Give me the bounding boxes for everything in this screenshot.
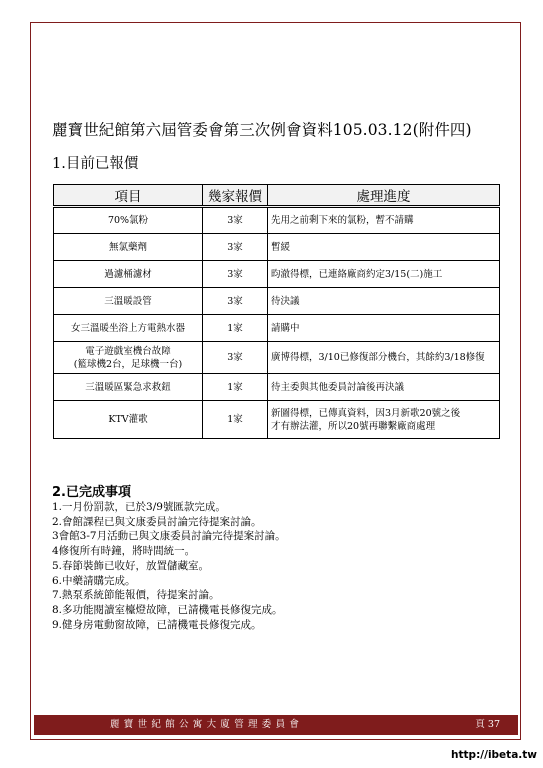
section-heading-completed: 2.已完成事項 — [52, 485, 131, 500]
page-number: 頁 37 — [475, 719, 500, 730]
cell-progress — [268, 342, 500, 374]
cell-progress — [268, 315, 500, 342]
cell-item-line: 電子遊戲室機台故障 — [85, 345, 171, 357]
list-item: 3會館3-7月活動已與文康委員討論完待提案討論。 — [52, 530, 286, 543]
table-header-row — [54, 185, 500, 207]
cell-item — [54, 374, 203, 401]
cell-quote-count: 1家 — [203, 374, 268, 401]
cell-progress-line: 新圖得標，已傳真資料，因3月新歌20號之後 — [271, 407, 461, 419]
cell-progress — [268, 288, 500, 315]
list-item: 9.健身房電動窗故障，已請機電長修復完成。 — [52, 618, 262, 631]
cell-progress-line: 昀澈得標，已連絡廠商約定3/15(二)施工 — [271, 268, 443, 280]
cell-quote-count: 3家 — [203, 288, 268, 315]
list-item: 7.熱泵系統節能報價，待提案討論。 — [52, 589, 220, 602]
document-title: 麗寶世紀館第六屆管委會第三次例會資料105.03.12(附件四) — [52, 121, 472, 139]
table-row — [54, 401, 500, 439]
cell-progress — [268, 401, 500, 439]
cell-item-line: KTV灌歌 — [108, 414, 148, 425]
column-header-item: 項目 — [54, 185, 203, 207]
quotes-table — [53, 184, 500, 439]
cell-quote-count: 1家 — [203, 315, 268, 342]
table-row — [54, 374, 500, 401]
cell-item — [54, 234, 203, 261]
list-item: 5.春節裝飾已收好，放置儲藏室。 — [52, 559, 210, 572]
cell-quote-count: 3家 — [203, 342, 268, 374]
cell-item-line: 過濾桶濾材 — [104, 268, 152, 280]
cell-quote-count: 3家 — [203, 234, 268, 261]
cell-item — [54, 401, 203, 439]
completed-items-list — [52, 500, 286, 632]
cell-item-line: 70%氯粉 — [107, 215, 149, 226]
cell-progress-line: 待主委與其他委員討論後再決議 — [271, 381, 405, 393]
table-row — [54, 342, 500, 374]
cell-item-line: (籃球機2台，足球機一台) — [73, 358, 183, 370]
table-row — [54, 315, 500, 342]
cell-item — [54, 342, 203, 374]
cell-progress-line: 待決議 — [271, 295, 300, 307]
cell-progress — [268, 207, 500, 234]
column-header-quote-count: 幾家報價 — [203, 185, 268, 207]
cell-item-line: 三溫暖區緊急求救鈕 — [85, 381, 171, 393]
table-row — [54, 207, 500, 234]
cell-item — [54, 207, 203, 234]
cell-progress-line: 才有辦法灌，所以20號再聯繫廠商處理 — [271, 420, 436, 432]
table-row — [54, 288, 500, 315]
footer-bar — [34, 715, 518, 735]
cell-item-line: 女三溫暖坐浴上方電熱水器 — [70, 322, 185, 334]
list-item: 2.會館課程已與文康委員討論完待提案討論。 — [52, 515, 262, 528]
cell-progress — [268, 261, 500, 288]
list-item: 4修復所有時鐘，將時間統一。 — [52, 545, 196, 558]
cell-item — [54, 288, 203, 315]
section-heading-quotes: 1.目前已報價 — [52, 156, 139, 172]
cell-progress — [268, 234, 500, 261]
cell-quote-count: 3家 — [203, 207, 268, 234]
cell-item — [54, 261, 203, 288]
cell-item — [54, 315, 203, 342]
cell-progress-line: 先用之前剩下來的氯粉，暫不請購 — [271, 215, 414, 226]
cell-quote-count: 3家 — [203, 261, 268, 288]
footer-organization: 麗寶世紀館公寓大廈管理委員會 — [110, 719, 304, 730]
table-row — [54, 234, 500, 261]
list-item: 1.一月份罰款，已於3/9號匯款完成。 — [52, 501, 226, 513]
cell-quote-count: 1家 — [203, 401, 268, 439]
watermark-url: http://ibeta.tw — [451, 749, 537, 761]
list-item: 6.中藥請購完成。 — [52, 574, 136, 587]
cell-item-line: 無氯藥劑 — [108, 241, 147, 253]
cell-progress-line: 廣博得標，3/10已修復部分機台，其餘約3/18修復 — [271, 352, 485, 363]
cell-progress-line: 請購中 — [271, 322, 300, 334]
table-row — [54, 261, 500, 288]
cell-progress — [268, 374, 500, 401]
cell-item-line: 三溫暖設管 — [104, 295, 152, 307]
list-item: 8.多功能閱讀室檯燈故障，已請機電長修復完成。 — [52, 603, 283, 616]
column-header-progress: 處理進度 — [268, 185, 500, 207]
cell-progress-line: 暫緩 — [271, 241, 291, 253]
